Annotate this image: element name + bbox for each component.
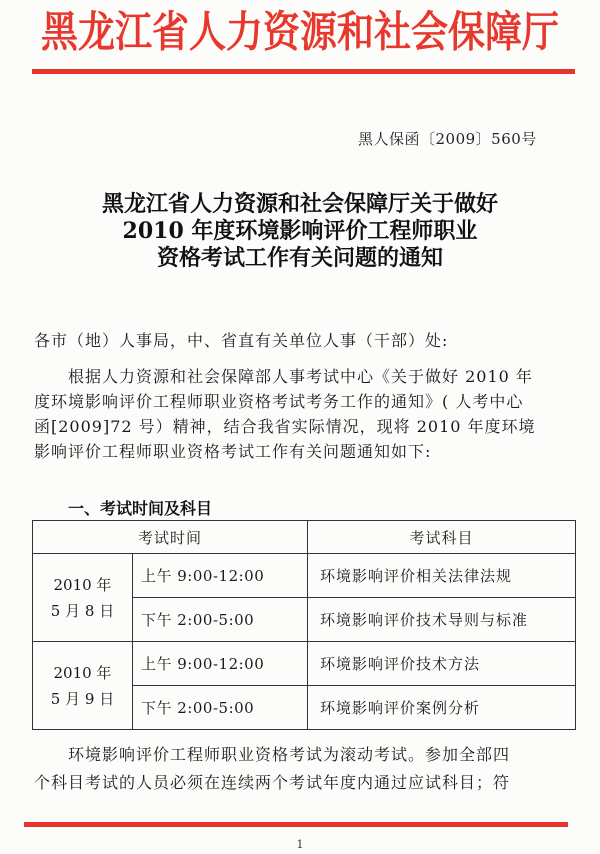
page-number: 1: [296, 838, 304, 851]
body-line: 度环境影响评价工程师职业资格考试考务工作的通知》( 人考中心: [34, 392, 524, 411]
exam-time-cell: 下午 2:00-5:00: [133, 598, 308, 642]
exam-subject-cell: 环境影响评价技术导则与标准: [308, 598, 576, 642]
table-header-row: [33, 521, 576, 554]
header-exam-subject: 考试科目: [308, 521, 576, 554]
header-exam-time: 考试时间: [33, 521, 308, 554]
exam-time-cell: 上午 9:00-12:00: [133, 642, 308, 686]
exam-date-day: 5 月 9 日: [50, 689, 115, 708]
table-row: [33, 554, 576, 598]
section-heading: 一、考试时间及科目: [68, 499, 213, 518]
closing-paragraph: [34, 741, 574, 797]
exam-schedule-table: [32, 520, 576, 730]
document-number: 黑人保函〔2009〕560号: [358, 130, 537, 148]
body-line: 影响评价工程师职业资格考试工作有关问题通知如下:: [34, 442, 432, 461]
exam-date-year: 2010 年: [53, 663, 112, 682]
letterhead-org-name: 黑龙江省人力资源和社会保障厅: [41, 7, 559, 57]
table-row: [33, 642, 576, 686]
exam-time-cell: 上午 9:00-12:00: [133, 554, 308, 598]
title-line: 资格考试工作有关问题的通知: [156, 245, 443, 271]
title-line: 黑龙江省人力资源和社会保障厅关于做好: [101, 191, 498, 217]
exam-subject-cell: 环境影响评价案例分析: [308, 686, 576, 730]
footer-red-rule: [24, 822, 568, 827]
exam-date-day: 5 月 8 日: [50, 601, 115, 620]
letterhead-red-rule: [32, 69, 575, 74]
document-title: [0, 191, 600, 272]
exam-date-cell: [33, 642, 133, 730]
body-line: 根据人力资源和社会保障部人事考试中心《关于做好 2010 年: [68, 367, 533, 386]
closing-line: 个科目考试的人员必须在连续两个考试年度内通过应试科目；符: [34, 773, 511, 792]
exam-subject-cell: 环境影响评价相关法律法规: [308, 554, 576, 598]
exam-date-year: 2010 年: [53, 575, 112, 594]
exam-time-cell: 下午 2:00-5:00: [133, 686, 308, 730]
closing-line: 环境影响评价工程师职业资格考试为滚动考试。参加全部四: [68, 745, 511, 764]
title-line: 2010 年度环境影响评价工程师职业: [122, 218, 478, 244]
exam-subject-cell: 环境影响评价技术方法: [308, 642, 576, 686]
addressee: 各市（地）人事局，中、省直有关单位人事（干部）处:: [34, 331, 449, 350]
body-paragraph: [34, 364, 574, 464]
body-line: 函[2009]72 号）精神，结合我省实际情况，现将 2010 年度环境: [34, 417, 536, 436]
exam-date-cell: [33, 554, 133, 642]
